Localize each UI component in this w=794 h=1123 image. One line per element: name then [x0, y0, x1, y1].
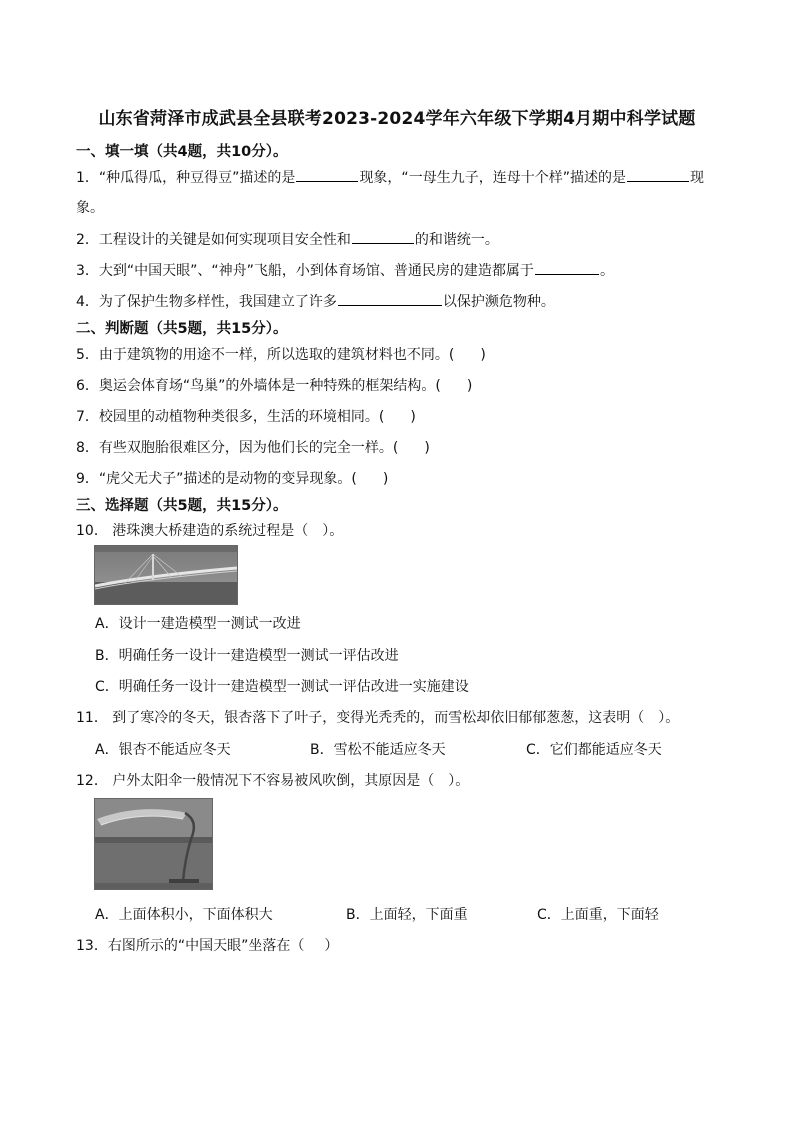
- umbrella-photo-graphic: [95, 799, 212, 889]
- section-multiple-choice: 三、选择题（共5题，共15分）。: [76, 498, 288, 514]
- option-11-b[interactable]: B．雪松不能适应冬天: [310, 742, 446, 758]
- exam-title: 山东省菏泽市成武县全县联考2023-2024学年六年级下学期4月期中科学试题: [98, 109, 696, 129]
- question-8: 8．有些双胞胎很难区分，因为他们长的完全一样。( ): [76, 440, 430, 456]
- option-10-c[interactable]: C．明确任务一设计一建造模型一测试一评估改进一实施建设: [95, 679, 469, 695]
- answer-blank[interactable]: [627, 167, 689, 182]
- umbrella-photo: [94, 798, 213, 890]
- question-11: 11． 到了寒冷的冬天，银杏落下了叶子，变得光秃秃的，而雪松却依旧郁郁葱葱，这表明（ ）。: [76, 710, 680, 726]
- question-7: 7．校园里的动植物种类很多，生活的环境相同。( ): [76, 409, 416, 425]
- question-3: 3．大到“中国天眼”、“神舟”飞船，小到体育场馆、普通民房的建造都属于 。: [76, 260, 614, 280]
- question-5: 5．由于建筑物的用途不一样，所以选取的建筑材料也不同。( ): [76, 347, 486, 363]
- question-12: 12． 户外太阳伞一般情况下不容易被风吹倒，其原因是（ ）。: [76, 773, 470, 789]
- answer-blank[interactable]: [296, 167, 358, 182]
- option-11-a[interactable]: A．银杏不能适应冬天: [95, 742, 231, 758]
- question-9: 9．“虎父无犬子”描述的是动物的变异现象。( ): [76, 471, 389, 487]
- option-12-c[interactable]: C．上面重，下面轻: [537, 907, 659, 923]
- answer-blank[interactable]: [352, 229, 414, 244]
- option-12-b[interactable]: B．上面轻，下面重: [346, 907, 468, 923]
- question-4: 4．为了保护生物多样性，我国建立了许多 以保护濒危物种。: [76, 291, 555, 311]
- question-13: 13．右图所示的“中国天眼”坐落在（ ）: [76, 938, 339, 954]
- section-fill-in: 一、填一填（共4题，共10分）。: [76, 144, 288, 160]
- question-6: 6．奥运会体育场“鸟巢”的外墙体是一种特殊的框架结构。( ): [76, 378, 473, 394]
- option-10-b[interactable]: B．明确任务一设计一建造模型一测试一评估改进: [95, 648, 399, 664]
- answer-blank[interactable]: [535, 260, 599, 275]
- question-2: 2．工程设计的关键是如何实现项目安全性和 的和谐统一。: [76, 229, 499, 249]
- option-10-a[interactable]: A．设计一建造模型一测试一改进: [95, 616, 301, 632]
- bridge-photo-graphic: [95, 546, 237, 604]
- option-12-a[interactable]: A．上面体积小，下面体积大: [95, 907, 273, 923]
- question-1: 1．“种瓜得瓜，种豆得豆”描述的是 现象，“一母生九子，连母十个样”描述的是 现: [76, 167, 704, 187]
- question-1-cont: 象。: [76, 200, 104, 216]
- bridge-photo: [94, 545, 238, 605]
- option-11-c[interactable]: C．它们都能适应冬天: [526, 742, 662, 758]
- question-10: 10． 港珠澳大桥建造的系统过程是（ ）。: [76, 523, 344, 539]
- section-true-false: 二、判断题（共5题，共15分）。: [76, 321, 288, 337]
- answer-blank[interactable]: [338, 291, 442, 306]
